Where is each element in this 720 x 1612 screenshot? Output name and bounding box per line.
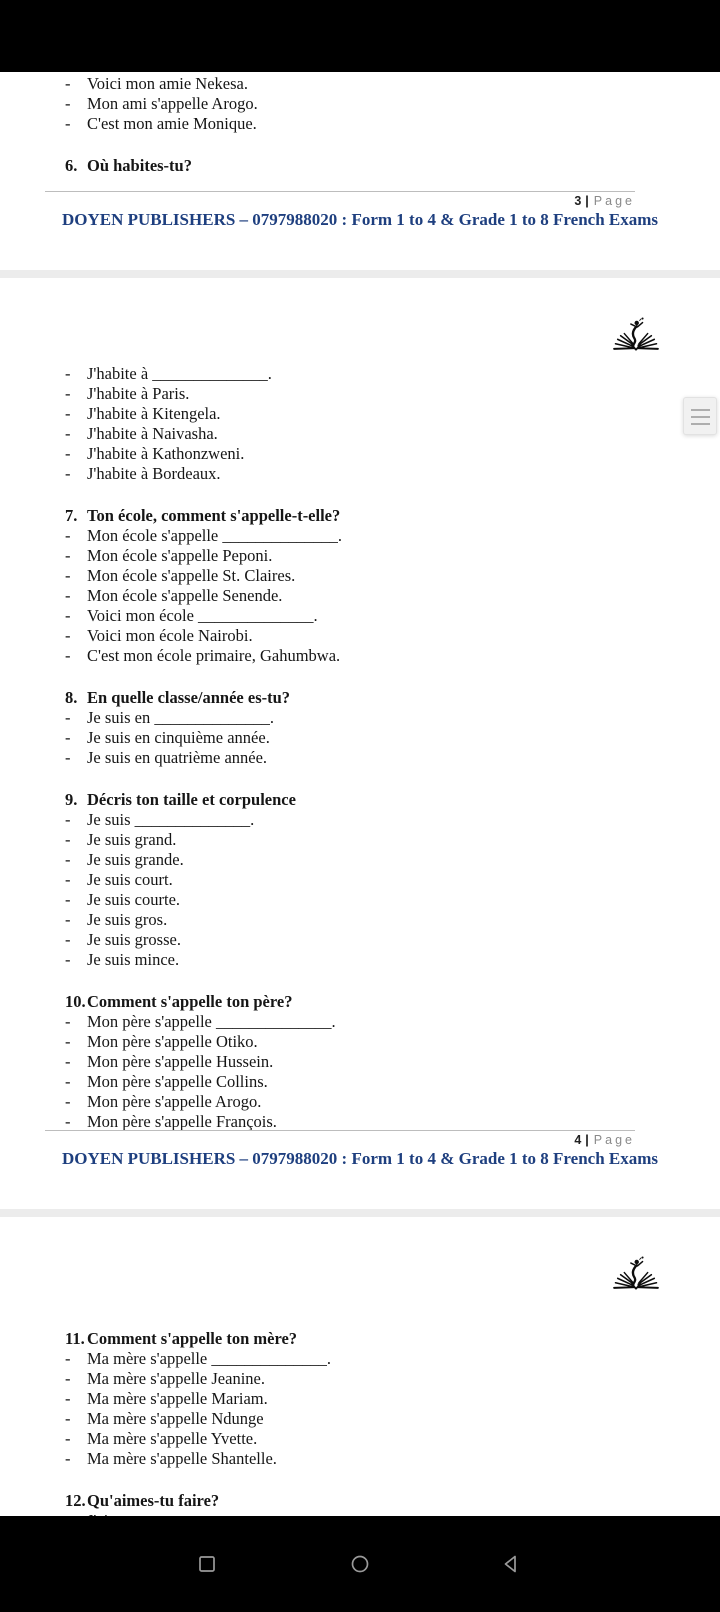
bullet-dash: - bbox=[65, 384, 71, 403]
answer-line bbox=[65, 1112, 700, 1132]
question-text: Décris ton taille et corpulence bbox=[87, 790, 296, 809]
answer-text: Ma mère s'appelle Mariam. bbox=[87, 1389, 268, 1408]
fast-scroll-handle[interactable] bbox=[683, 397, 717, 435]
bullet-dash: - bbox=[65, 1072, 71, 1091]
answer-line bbox=[65, 890, 700, 910]
answer-text: J'habite à ______________. bbox=[87, 364, 272, 383]
bullet-dash: - bbox=[65, 566, 71, 585]
bullet-dash: - bbox=[65, 1449, 71, 1468]
bullet-dash: - bbox=[65, 1409, 71, 1428]
page-label-word: Page bbox=[593, 1133, 635, 1147]
answer-text: Je suis gros. bbox=[87, 910, 168, 929]
answer-line bbox=[65, 810, 700, 830]
answer-line bbox=[65, 404, 700, 424]
question-text: Qu'aimes-tu faire? bbox=[87, 1491, 220, 1510]
answer-line bbox=[65, 1072, 700, 1092]
bullet-dash: - bbox=[65, 1429, 71, 1448]
question-text: Ton école, comment s'appelle-t-elle? bbox=[87, 506, 341, 525]
answer-line bbox=[65, 464, 700, 484]
question-text: En quelle classe/année es-tu? bbox=[87, 688, 291, 707]
bullet-dash: - bbox=[65, 606, 71, 625]
document-page bbox=[0, 72, 720, 270]
bullet-dash: - bbox=[65, 526, 71, 545]
status-bar bbox=[0, 0, 720, 72]
answer-line bbox=[65, 94, 700, 114]
bullet-dash: - bbox=[65, 890, 71, 909]
answer-line bbox=[65, 646, 700, 666]
bullet-dash: - bbox=[65, 464, 71, 483]
page-content bbox=[0, 278, 720, 1132]
answer-text: Ma mère s'appelle Ndunge bbox=[87, 1409, 264, 1428]
page-label-separator: | bbox=[585, 1133, 589, 1147]
bullet-dash: - bbox=[65, 810, 71, 829]
question-text: Où habites-tu? bbox=[87, 156, 192, 175]
page-footer bbox=[0, 1130, 720, 1169]
answer-line bbox=[65, 384, 700, 404]
brand-footer: DOYEN PUBLISHERS – 0797988020 : Form 1 to 4 & Grade 1 to 8 French Exams bbox=[61, 210, 659, 229]
page-number-label bbox=[0, 1133, 635, 1147]
nav-back-triangle[interactable] bbox=[472, 1516, 552, 1612]
page-number: 3 bbox=[574, 194, 583, 208]
answer-text: C'est mon amie Monique. bbox=[87, 114, 257, 133]
answer-text: Mon ami s'appelle Arogo. bbox=[87, 94, 258, 113]
bullet-dash: - bbox=[65, 1112, 71, 1131]
bullet-dash: - bbox=[65, 708, 71, 727]
answer-text: J'habite à Kathonzweni. bbox=[87, 444, 245, 463]
bullet-dash: - bbox=[65, 364, 71, 383]
answer-text: Mon école s'appelle Peponi. bbox=[87, 546, 273, 565]
answer-text: Je suis grand. bbox=[87, 830, 177, 849]
answer-line bbox=[65, 1052, 700, 1072]
back-triangle-icon bbox=[502, 1554, 522, 1574]
answer-line bbox=[65, 424, 700, 444]
answer-text: Mon père s'appelle Hussein. bbox=[87, 1052, 274, 1071]
answer-line bbox=[65, 910, 700, 930]
answer-line bbox=[65, 870, 700, 890]
question-heading bbox=[65, 688, 700, 708]
page-label-word: Page bbox=[593, 194, 635, 208]
question-number: 8. bbox=[65, 688, 78, 707]
answer-text: J'habite à Bordeaux. bbox=[87, 464, 221, 483]
bullet-dash: - bbox=[65, 1092, 71, 1111]
answer-line bbox=[65, 708, 700, 728]
answer-line bbox=[65, 626, 700, 646]
question-number: 10. bbox=[65, 992, 86, 1011]
answer-line bbox=[65, 1369, 700, 1389]
recents-square-icon bbox=[197, 1554, 217, 1574]
answer-line bbox=[65, 444, 700, 464]
answer-text: Ma mère s'appelle Shantelle. bbox=[87, 1449, 277, 1468]
bullet-dash: - bbox=[65, 748, 71, 767]
answer-line bbox=[65, 950, 700, 970]
answer-line bbox=[65, 1429, 700, 1449]
answer-line bbox=[65, 364, 700, 384]
bullet-dash: - bbox=[65, 728, 71, 747]
answer-line bbox=[65, 830, 700, 850]
answer-line bbox=[65, 748, 700, 768]
page-break-gap bbox=[0, 1209, 720, 1217]
page-footer bbox=[0, 191, 720, 230]
answer-text: J'habite à Kitengela. bbox=[87, 404, 221, 423]
grip-line bbox=[691, 409, 710, 411]
footer-divider bbox=[45, 1130, 635, 1131]
answer-line bbox=[65, 606, 700, 626]
page-label-separator: | bbox=[585, 194, 589, 208]
answer-text: Je suis en cinquième année. bbox=[87, 728, 270, 747]
bullet-dash: - bbox=[65, 1032, 71, 1051]
page-number-label bbox=[0, 194, 635, 208]
bullet-dash: - bbox=[65, 646, 71, 665]
nav-home-circle[interactable] bbox=[320, 1516, 400, 1612]
document-page bbox=[0, 278, 720, 1209]
bullet-dash: - bbox=[65, 626, 71, 645]
answer-line bbox=[65, 1032, 700, 1052]
question-heading bbox=[65, 1491, 700, 1511]
answer-text: Mon école s'appelle St. Claires. bbox=[87, 566, 296, 585]
bullet-dash: - bbox=[65, 950, 71, 969]
page-number: 4 bbox=[574, 1133, 583, 1147]
grip-line bbox=[691, 416, 710, 418]
answer-text: Mon père s'appelle ______________. bbox=[87, 1012, 336, 1031]
bullet-dash: - bbox=[65, 910, 71, 929]
answer-line bbox=[65, 74, 700, 94]
answer-line bbox=[65, 728, 700, 748]
answer-text: Mon école s'appelle Senende. bbox=[87, 586, 283, 605]
answer-text: Je suis grande. bbox=[87, 850, 184, 869]
bullet-dash: - bbox=[65, 930, 71, 949]
answer-line bbox=[65, 1349, 700, 1369]
answer-text: Voici mon école ______________. bbox=[87, 606, 318, 625]
nav-recents-square[interactable] bbox=[167, 1516, 247, 1612]
document-page bbox=[0, 1217, 720, 1516]
question-text: Comment s'appelle ton mère? bbox=[87, 1329, 298, 1348]
answer-line bbox=[65, 1092, 700, 1112]
footer-divider bbox=[45, 191, 635, 192]
answer-text: Mon père s'appelle Collins. bbox=[87, 1072, 268, 1091]
answer-text: Voici mon école Nairobi. bbox=[87, 626, 253, 645]
answer-line bbox=[65, 1449, 700, 1469]
question-heading bbox=[65, 790, 700, 810]
bullet-dash: - bbox=[65, 94, 71, 113]
home-circle-icon bbox=[350, 1554, 370, 1574]
answer-line bbox=[65, 1389, 700, 1409]
android-nav-bar bbox=[0, 1516, 720, 1612]
grip-line bbox=[691, 423, 710, 425]
bullet-dash: - bbox=[65, 74, 71, 93]
answer-text: Mon école s'appelle ______________. bbox=[87, 526, 343, 545]
doc-logo-icon bbox=[612, 316, 660, 354]
bullet-dash: - bbox=[65, 1012, 71, 1031]
answer-text: Je suis grosse. bbox=[87, 930, 181, 949]
question-number: 7. bbox=[65, 506, 78, 525]
answer-text: Voici mon amie Nekesa. bbox=[87, 74, 248, 93]
answer-text: Je suis mince. bbox=[87, 950, 180, 969]
question-heading bbox=[65, 1329, 700, 1349]
answer-line bbox=[65, 1012, 700, 1032]
answer-line bbox=[65, 566, 700, 586]
question-number: 11. bbox=[65, 1329, 85, 1348]
bullet-dash: - bbox=[65, 586, 71, 605]
answer-text: Je suis court. bbox=[87, 870, 173, 889]
doc-logo-icon bbox=[612, 1255, 660, 1293]
bullet-dash: - bbox=[65, 1389, 71, 1408]
bullet-dash: - bbox=[65, 830, 71, 849]
bullet-dash: - bbox=[65, 1349, 71, 1368]
answer-text: C'est mon école primaire, Gahumbwa. bbox=[87, 646, 341, 665]
question-number: 6. bbox=[65, 156, 78, 175]
answer-text: Ma mère s'appelle ______________. bbox=[87, 1349, 332, 1368]
bullet-dash: - bbox=[65, 870, 71, 889]
answer-text: Ma mère s'appelle Yvette. bbox=[87, 1429, 258, 1448]
answer-text: Je suis en quatrième année. bbox=[87, 748, 268, 767]
answer-line bbox=[65, 930, 700, 950]
answer-text: Je suis ______________. bbox=[87, 810, 255, 829]
bullet-dash: - bbox=[65, 404, 71, 423]
page-content bbox=[0, 72, 720, 176]
question-number: 12. bbox=[65, 1491, 86, 1510]
answer-text: Ma mère s'appelle Jeanine. bbox=[87, 1369, 265, 1388]
question-text: Comment s'appelle ton père? bbox=[87, 992, 293, 1011]
answer-text: Mon père s'appelle Otiko. bbox=[87, 1032, 258, 1051]
answer-text: Je suis courte. bbox=[87, 890, 181, 909]
bullet-dash: - bbox=[65, 114, 71, 133]
question-heading bbox=[65, 506, 700, 526]
question-heading bbox=[65, 156, 700, 176]
answer-text: Je suis en ______________. bbox=[87, 708, 274, 727]
brand-footer: DOYEN PUBLISHERS – 0797988020 : Form 1 to 4 & Grade 1 to 8 French Exams bbox=[61, 1149, 659, 1168]
answer-text: J'habite à Naivasha. bbox=[87, 424, 218, 443]
answer-text: Mon père s'appelle Arogo. bbox=[87, 1092, 262, 1111]
question-heading bbox=[65, 992, 700, 1012]
bullet-dash: - bbox=[65, 850, 71, 869]
answer-line bbox=[65, 1409, 700, 1429]
answer-line bbox=[65, 526, 700, 546]
answer-text: J'habite à Paris. bbox=[87, 384, 190, 403]
answer-line bbox=[65, 546, 700, 566]
bullet-dash: - bbox=[65, 1052, 71, 1071]
page-break-gap bbox=[0, 270, 720, 278]
bullet-dash: - bbox=[65, 1369, 71, 1388]
answer-line bbox=[65, 114, 700, 134]
bullet-dash: - bbox=[65, 424, 71, 443]
answer-line bbox=[65, 586, 700, 606]
answer-text: Mon père s'appelle François. bbox=[87, 1112, 277, 1131]
question-number: 9. bbox=[65, 790, 78, 809]
bullet-dash: - bbox=[65, 444, 71, 463]
answer-line bbox=[65, 850, 700, 870]
bullet-dash: - bbox=[65, 546, 71, 565]
